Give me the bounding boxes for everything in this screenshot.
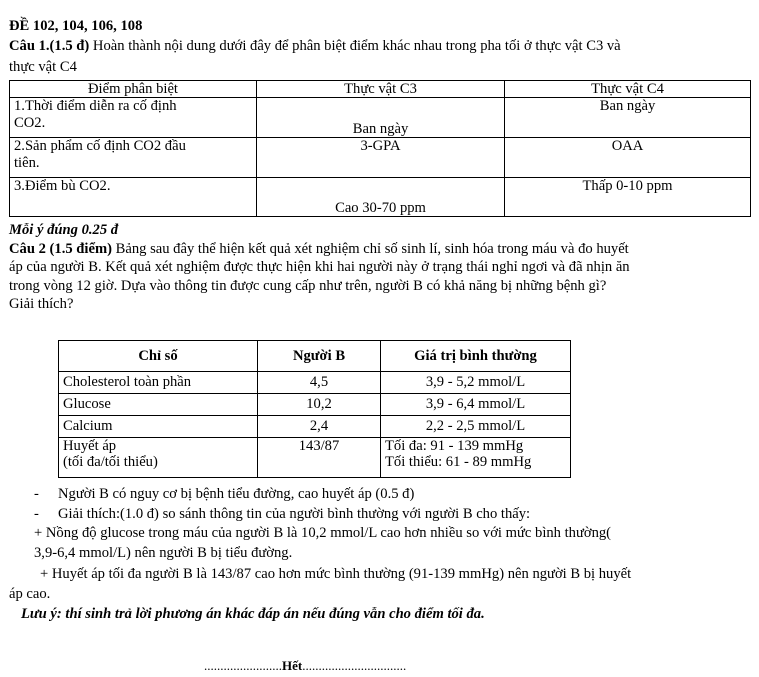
bullet: - [34,486,39,502]
footer-dots: ........................ [204,658,282,673]
table-cell: 3-GPA [257,138,505,178]
question-1 [9,38,754,54]
table-row [10,98,751,138]
table-cell: Tối đa: 91 - 139 mmHg Tối thiểu: 61 - 89 mmHg [381,438,571,478]
header-cell: Thực vật C4 [505,81,751,98]
question-2-line: Giải thích? [9,296,74,313]
footer-end [204,659,406,674]
question-1-text-cont: thực vật C4 [9,59,77,75]
table-header-row [10,81,751,98]
answer-line: áp cao. [9,586,51,602]
table-cell: 10,2 [258,394,381,416]
question-1-label: Câu 1.(1.5 đ) [9,38,90,54]
table-cell: Calcium [59,416,258,438]
table-cell: 3.Điểm bù CO2. [10,178,257,217]
answer-line: 3,9-6,4 mmol/L) nên người B bị tiểu đường. [34,545,293,561]
table-cell: Cholesterol toàn phần [59,372,258,394]
table-cell: 2,2 - 2,5 mmol/L [381,416,571,438]
table-cell: 4,5 [258,372,381,394]
table-cell: Huyết áp (tối đa/tối thiểu) [59,438,258,478]
table-cell: 143/87 [258,438,381,478]
question-2-label: Câu 2 (1.5 điểm) [9,241,112,257]
blood-test-table [58,340,571,478]
answer-line: Giải thích:(1.0 đ) so sánh thông tin của người bình thường với người B cho thấy: [58,506,531,522]
c3-c4-comparison-table [9,80,751,217]
table-cell: 2.Sản phẩm cố định CO2 đầu tiên. [10,138,257,178]
bullet: - [34,506,39,522]
question-1-text: Hoàn thành nội dung dưới đây để phân biệt điểm khác nhau trong pha tối ở thực vật C3 và [89,38,621,54]
header-cell: Điểm phân biệt [10,81,257,98]
table-row [59,372,571,394]
table-cell: 3,9 - 5,2 mmol/L [381,372,571,394]
footer-dots: ................................ [302,658,407,673]
question-2-line: Bảng sau đây thể hiện kết quả xét nghiệm chỉ số sinh lí, sinh hóa trong máu và đo huyết [111,241,629,257]
table-row [10,178,751,217]
header-cell: Thực vật C3 [257,81,505,98]
question-2-line: trong vòng 12 giờ. Dựa vào thông tin được cung cấp như trên, người B có khả năng bị những bệnh gì? [9,277,607,294]
table-row [59,416,571,438]
header-cell: Người B [258,341,381,372]
table-header-row [59,341,571,372]
footer-end-label: Hết [282,658,303,673]
answer-line: + Huyết áp tối đa người B là 143/87 cao hơn mức bình thường (91-139 mmHg) nên người B bị huyết [40,566,632,582]
table-row [59,438,571,478]
table-cell: 1.Thời điểm diễn ra cố định CO2. [10,98,257,138]
header-cell: Chỉ số [59,341,258,372]
table-row [10,138,751,178]
answer-line: Người B có nguy cơ bị bệnh tiểu đường, cao huyết áp (0.5 đ) [58,486,415,502]
table-cell: Glucose [59,394,258,416]
table-cell: Ban ngày [505,98,751,138]
question-2-line: áp của người B. Kết quả xét nghiệm được thực hiện khi hai người này ở trạng thái nghỉ ngơi và đã nhịn ăn [9,259,630,276]
table-cell: 2,4 [258,416,381,438]
table-cell: Ban ngày [257,98,505,138]
table-cell: OAA [505,138,751,178]
exam-heading: ĐỀ 102, 104, 106, 108 [9,18,143,34]
grading-note: Lưu ý: thí sinh trả lời phương án khác đáp án nếu đúng vẫn cho điểm tối đa. [21,606,485,622]
table-cell: Cao 30-70 ppm [257,178,505,217]
table-cell: Thấp 0-10 ppm [505,178,751,217]
question-2 [9,241,754,312]
header-cell: Giá trị bình thường [381,341,571,372]
table-row [59,394,571,416]
table-cell: 3,9 - 6,4 mmol/L [381,394,571,416]
score-note: Mỗi ý đúng 0.25 đ [9,222,119,238]
answer-line: + Nồng độ glucose trong máu của người B là 10,2 mmol/L cao hơn nhiều so với mức bình thường( [34,525,612,541]
